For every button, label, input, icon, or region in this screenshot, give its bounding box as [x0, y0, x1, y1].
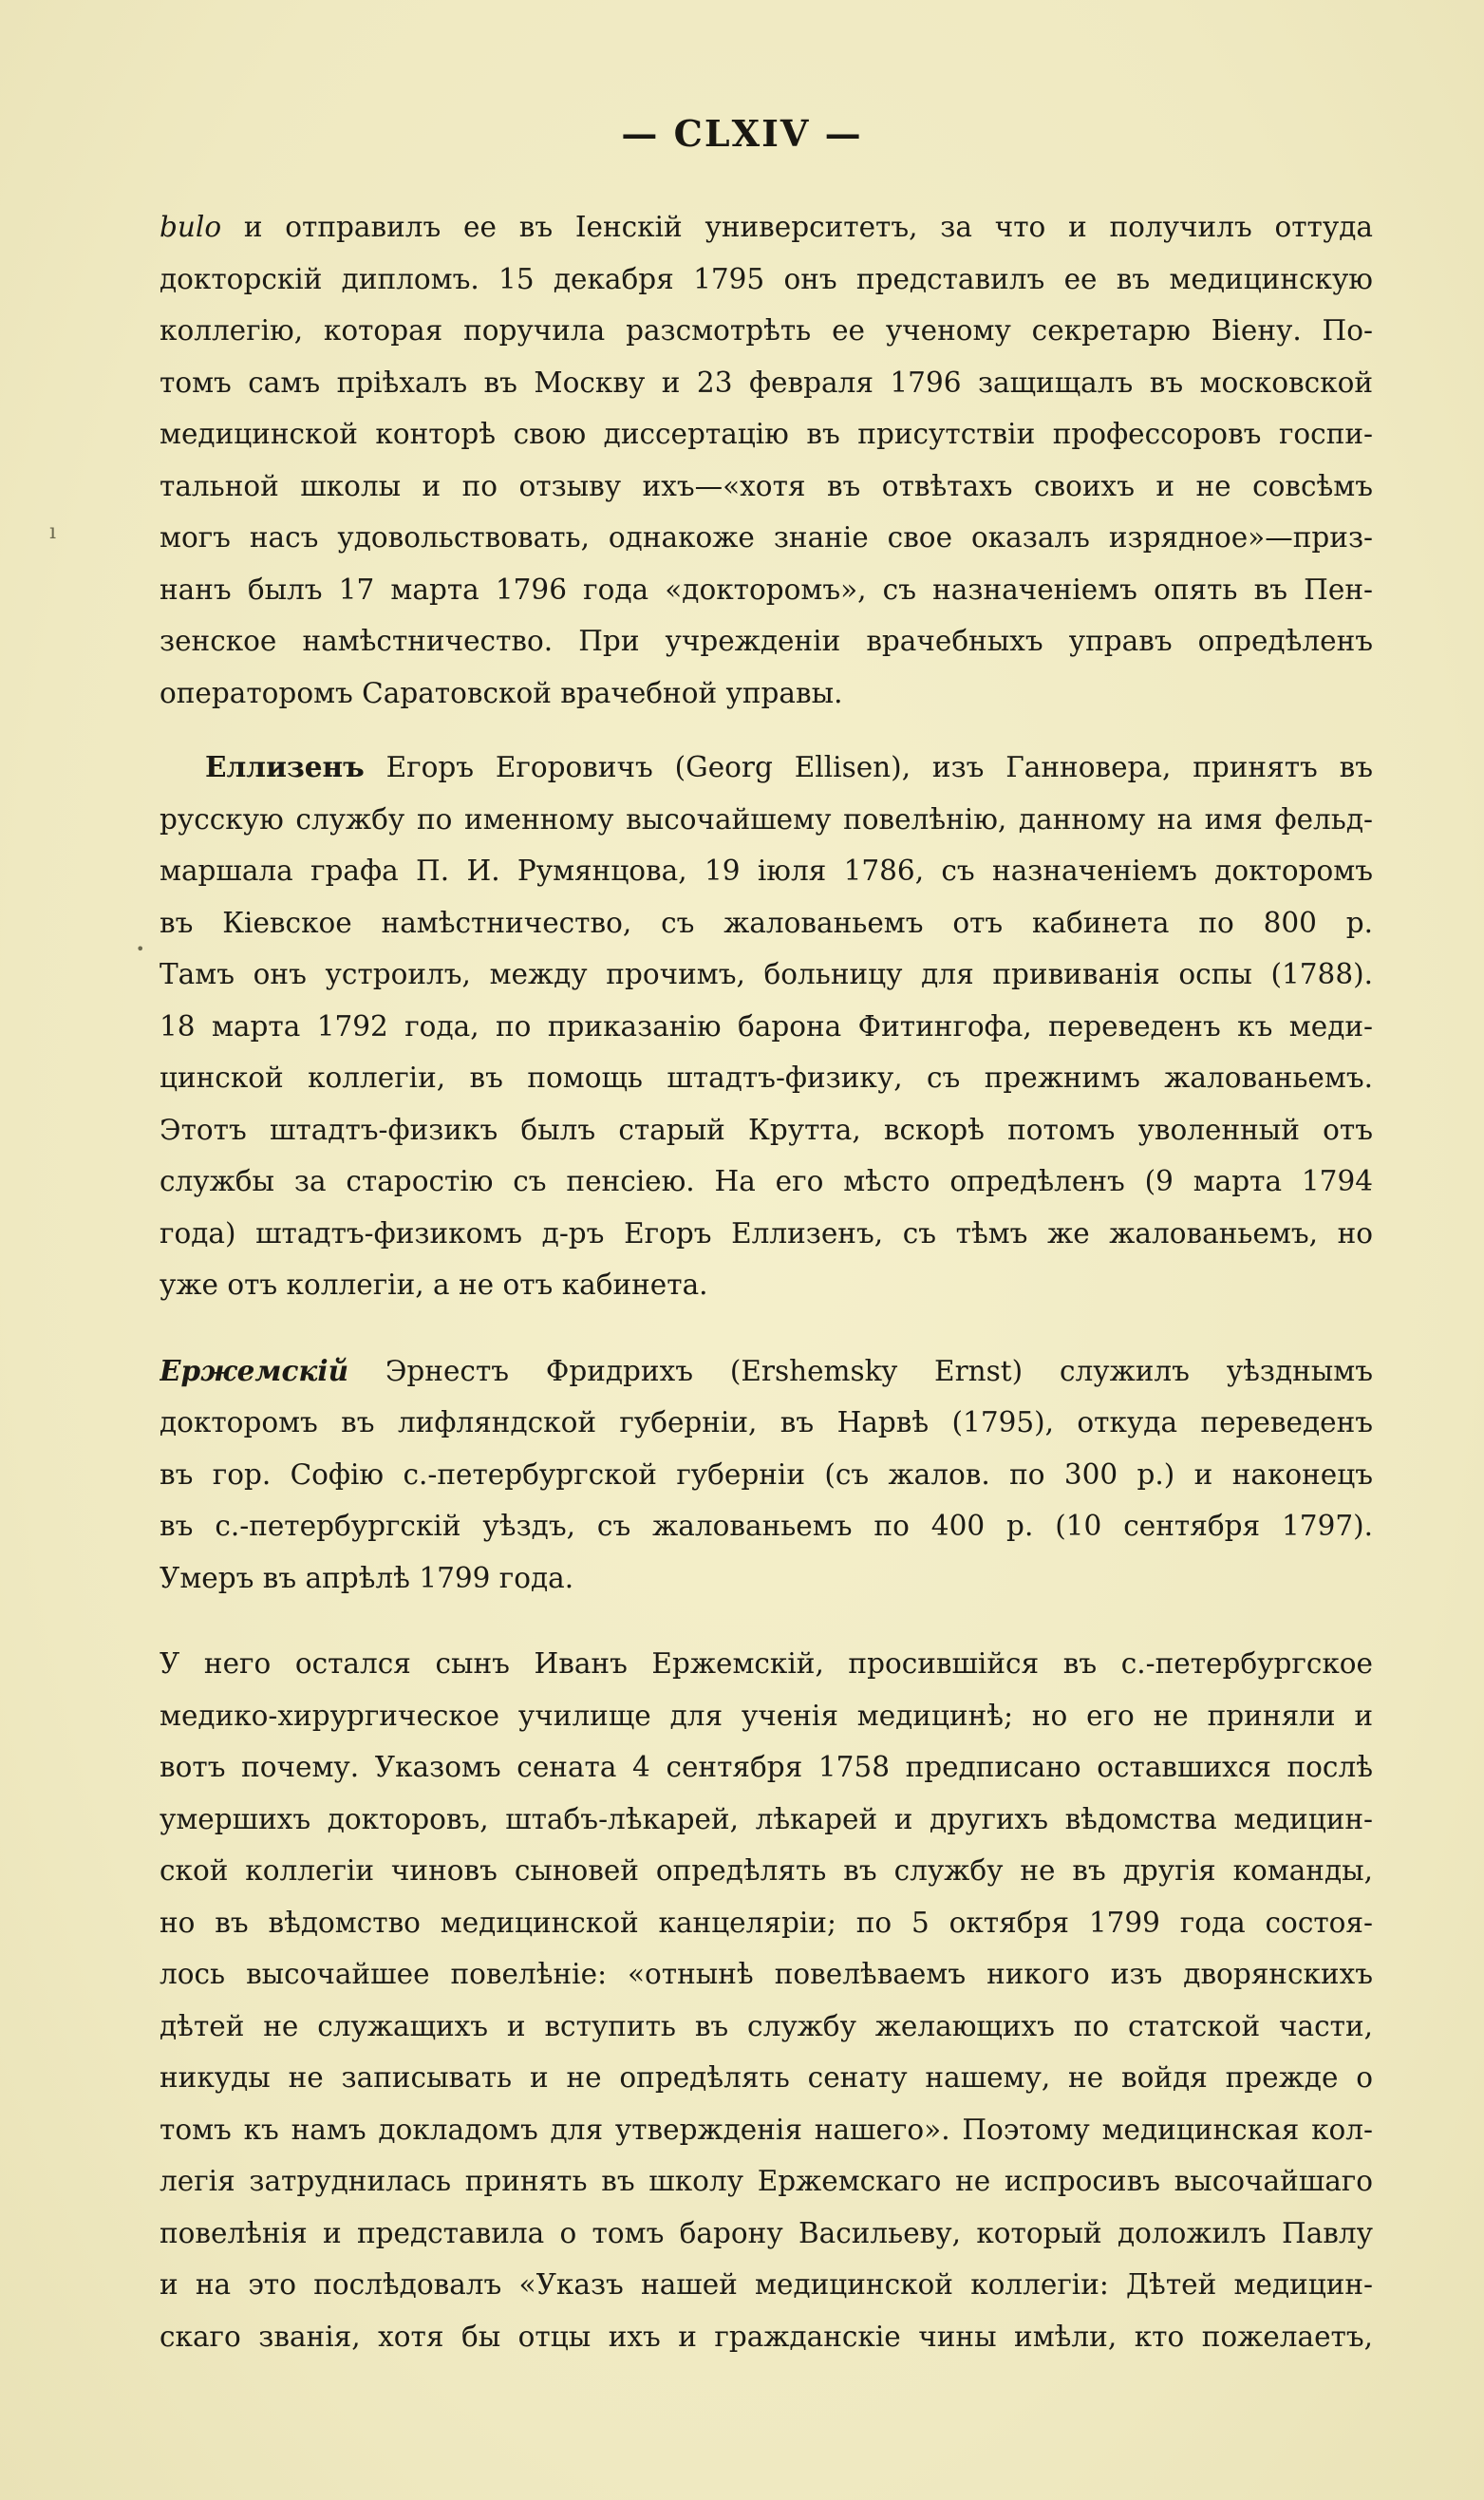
margin-speck: ı [49, 520, 57, 544]
text-line: томъ самъ пріѣхалъ въ Москву и 23 февраля 1796 защищалъ въ московской [160, 366, 1373, 399]
text-line: томъ къ намъ докладомъ для утвержденія нашего». Поэтому медицинская кол- [160, 2113, 1373, 2146]
paragraph-4 [160, 1638, 1373, 2362]
text-line [160, 742, 1373, 794]
text-line: русскую службу по именному высочайшему повелѣнію, данному на имя фельд- [160, 802, 1373, 836]
line-rest: Егоръ Егоровичъ (Georg Ellisen), изъ Ганновера, принятъ въ [364, 751, 1373, 783]
entry-name: Ержемскій [160, 1353, 349, 1387]
text-line: въ Кіевское намѣстничество, съ жалованьемъ отъ кабинета по 800 р. [160, 906, 1373, 939]
text-line: ской коллегіи чиновъ сыновей опредѣлять въ службу не въ другія команды, [160, 1854, 1373, 1887]
text-line: въ гор. Софію с.-петербургской губерніи (съ жалов. по 300 р.) и наконецъ [160, 1457, 1373, 1491]
margin-speck: • [136, 940, 145, 958]
text-line: цинской коллегіи, въ помощь штадтъ-физику, съ прежнимъ жалованьемъ. [160, 1062, 1373, 1094]
text-line: Умеръ въ апрѣлѣ 1799 года. [160, 1561, 574, 1594]
text-line: У него остался сынъ Иванъ Ержемскій, просившійся въ с.-петербургское [160, 1647, 1373, 1680]
paragraph-2 [160, 742, 1373, 1311]
text-line: медико-хирургическое училище для ученія медицинѣ; но его не приняли и [160, 1699, 1373, 1732]
text-line: въ с.-петербургскій уѣздъ, съ жалованьемъ по 400 р. (10 сентября 1797). [160, 1510, 1373, 1542]
text-line: и на это послѣдовалъ «Указъ нашей медицинской коллегіи: Дѣтей медицин- [160, 2268, 1373, 2301]
text-line: могъ насъ удовольствовать, однакоже знаніе свое оказалъ изрядное»—приз- [160, 521, 1373, 554]
text-line: скаго званія, хотя бы отцы ихъ и гражданскіе чины имѣли, кто пожелаетъ, [160, 2320, 1373, 2353]
text-line: операторомъ Саратовской врачебной управы. [160, 676, 843, 709]
text-line: медицинской конторѣ свою диссертацію въ присутствіи профессоровъ госпи- [160, 418, 1373, 450]
text-line: никуды не записывать и не опредѣлять сенату нашему, не войдя прежде о [160, 2061, 1373, 2094]
text-line [160, 201, 1373, 254]
entry-name: Еллизенъ [205, 750, 365, 783]
line-rest: Эрнестъ Фридрихъ (Ershemsky Ernst) служилъ уѣзднымъ [348, 1354, 1373, 1387]
text-line: зенское намѣстничество. При учрежденіи врачебныхъ управъ опредѣленъ [160, 625, 1373, 657]
paragraph-1 [160, 201, 1373, 719]
text-line: Тамъ онъ устроилъ, между прочимъ, больницу для прививанія оспы (1788). [160, 958, 1373, 990]
text-line [160, 1345, 1373, 1398]
text-line: уже отъ коллегіи, а не отъ кабинета. [160, 1269, 708, 1301]
line-lead-word: bulo [160, 211, 222, 243]
text-line: года) штадтъ-физикомъ д-ръ Егоръ Еллизенъ, съ тѣмъ же жалованьемъ, но [160, 1216, 1373, 1250]
text-line: 18 марта 1792 года, по приказанію барона Фитингофа, переведенъ къ меди- [160, 1009, 1373, 1043]
text-line: маршала графа П. И. Румянцова, 19 іюля 1786, съ назначеніемъ докторомъ [160, 855, 1373, 887]
text-line: службы за старостію съ пенсіею. На его мѣсто опредѣленъ (9 марта 1794 [160, 1165, 1373, 1197]
line-rest: и отправилъ ее въ Iенскій университетъ, за что и получилъ оттуда [221, 211, 1373, 243]
text-line: повелѣнія и представила о томъ барону Васильеву, который доложилъ Павлу [160, 2216, 1373, 2249]
text-line: вотъ почему. Указомъ сената 4 сентября 1758 предписано оставшихся послѣ [160, 1751, 1373, 1783]
text-line: но въ вѣдомство медицинской канцеляріи; по 5 октября 1799 года состоя- [160, 1906, 1373, 1939]
text-line: лось высочайшее повелѣніе: «отнынѣ повелѣваемъ никого изъ дворянскихъ [160, 1958, 1373, 1990]
text-line: коллегію, которая поручила разсмотрѣть ее ученому секретарю Віену. По- [160, 314, 1373, 347]
text-line: тальной школы и по отзыву ихъ—«хотя въ отвѣтахъ своихъ и не совсѣмъ [160, 469, 1373, 502]
text-line: умершихъ докторовъ, штабъ-лѣкарей, лѣкарей и другихъ вѣдомства медицин- [160, 1802, 1373, 1835]
paragraph-3 [160, 1345, 1373, 1605]
page-body [160, 201, 1373, 2362]
text-line: дѣтей не служащихъ и вступить въ службу желающихъ по статской части, [160, 2009, 1373, 2042]
text-line: легія затруднилась принять въ школу Ержемскаго не испросивъ высочайшаго [160, 2165, 1373, 2197]
page-number: — CLXIV — [621, 112, 863, 155]
text-line: нанъ былъ 17 марта 1796 года «докторомъ», съ назначеніемъ опять въ Пен- [160, 573, 1373, 606]
text-line: докторомъ въ лифляндской губерніи, въ Нарвѣ (1795), откуда переведенъ [160, 1406, 1373, 1438]
text-line: докторскій дипломъ. 15 декабря 1795 онъ представилъ ее въ медицинскую [160, 262, 1373, 295]
text-line: Этотъ штадтъ-физикъ былъ старый Крутта, вскорѣ потомъ уволенный отъ [160, 1113, 1373, 1146]
